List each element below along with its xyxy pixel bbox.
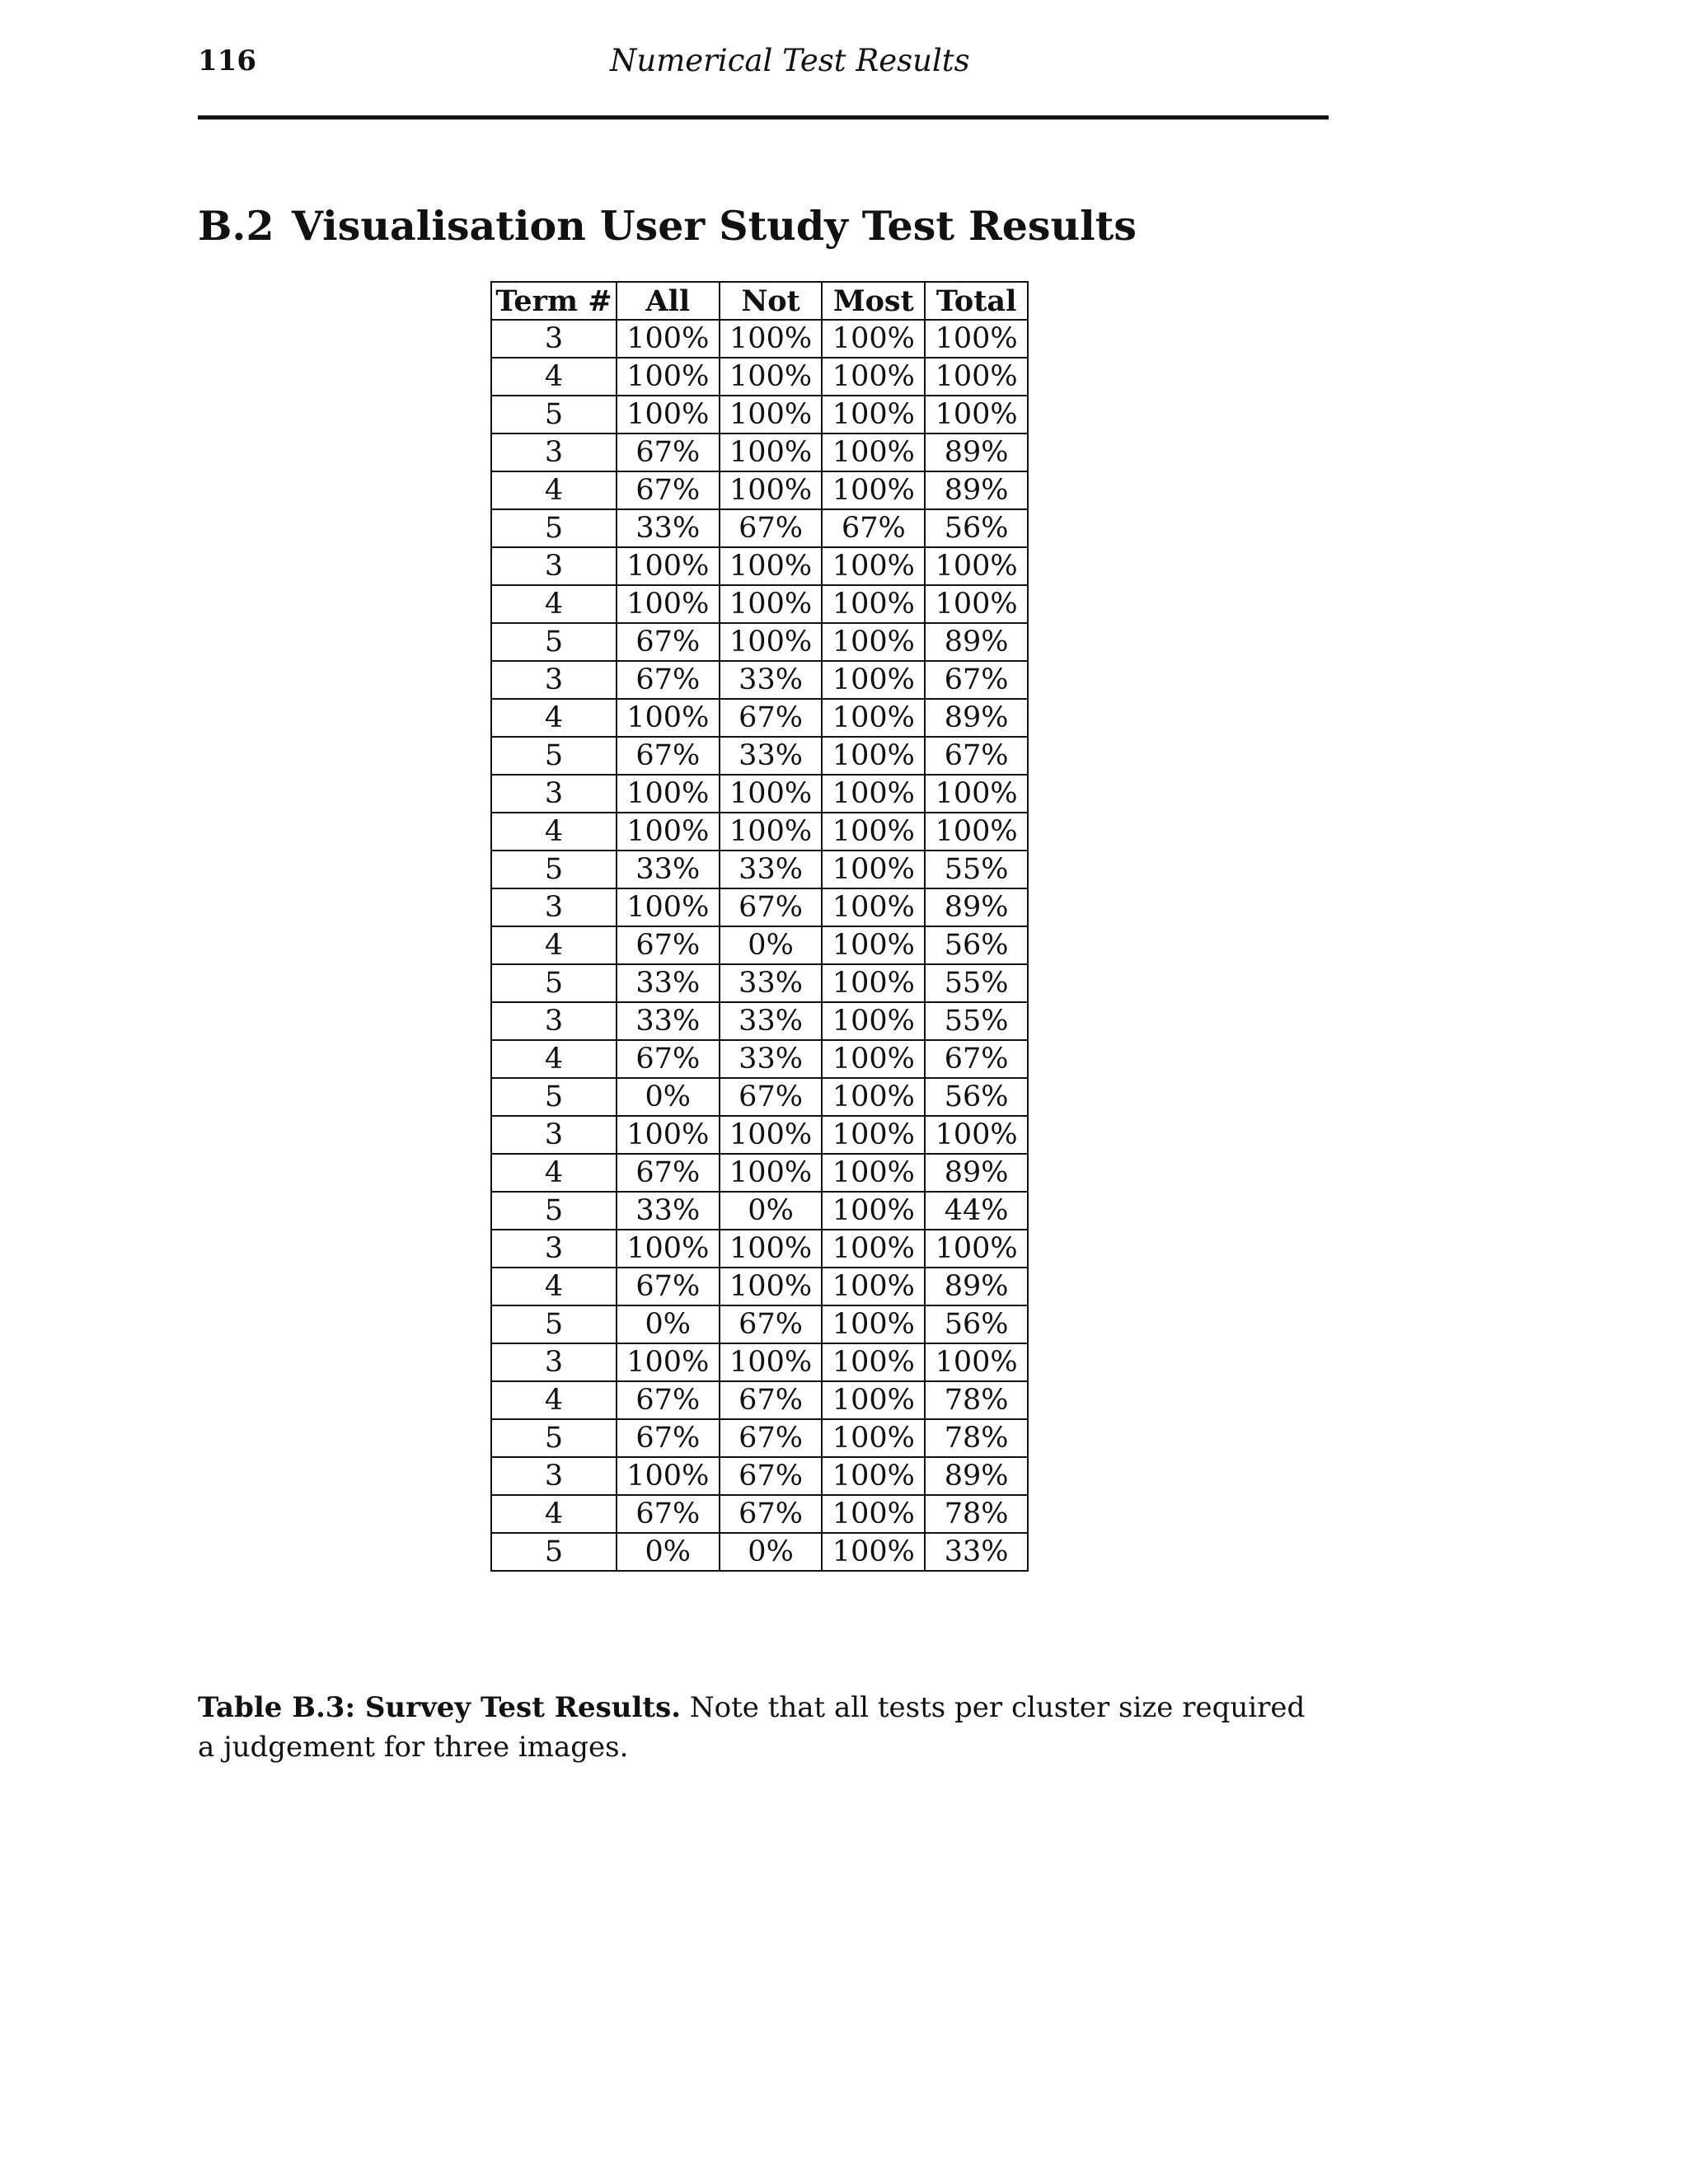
table-cell-not: 100% xyxy=(720,471,823,509)
table-cell-not: 0% xyxy=(720,926,823,964)
table-cell-total: 56% xyxy=(925,509,1028,547)
table-header xyxy=(491,282,1028,320)
table-cell-not: 67% xyxy=(720,509,823,547)
table-cell-most: 100% xyxy=(822,851,925,888)
table-cell-most: 100% xyxy=(822,1116,925,1154)
table-cell-term: 5 xyxy=(491,737,617,775)
table-row xyxy=(491,471,1028,509)
table-cell-term: 3 xyxy=(491,1230,617,1268)
table-cell-all: 100% xyxy=(617,358,720,396)
table-cell-term: 5 xyxy=(491,509,617,547)
table-cell-total: 89% xyxy=(925,1457,1028,1495)
table-cell-total: 100% xyxy=(925,320,1028,358)
table-cell-total: 100% xyxy=(925,813,1028,851)
table-cell-term: 4 xyxy=(491,813,617,851)
table-row xyxy=(491,1002,1028,1040)
table-cell-total: 89% xyxy=(925,888,1028,926)
table-cell-total: 44% xyxy=(925,1192,1028,1230)
table-cell-most: 100% xyxy=(822,1457,925,1495)
table-cell-term: 5 xyxy=(491,1078,617,1116)
table-cell-not: 100% xyxy=(720,396,823,434)
column-header-not: Not xyxy=(720,282,823,320)
table-cell-all: 100% xyxy=(617,547,720,585)
table-cell-all: 67% xyxy=(617,1154,720,1192)
table-row xyxy=(491,1495,1028,1533)
table-cell-most: 100% xyxy=(822,926,925,964)
table-cell-total: 100% xyxy=(925,547,1028,585)
table-cell-term: 5 xyxy=(491,1305,617,1343)
table-cell-not: 33% xyxy=(720,737,823,775)
table-cell-most: 67% xyxy=(822,509,925,547)
table-cell-most: 100% xyxy=(822,358,925,396)
table-cell-total: 67% xyxy=(925,1040,1028,1078)
table-row xyxy=(491,1230,1028,1268)
table-row xyxy=(491,1305,1028,1343)
table-cell-most: 100% xyxy=(822,1002,925,1040)
table-cell-most: 100% xyxy=(822,661,925,699)
table-cell-term: 4 xyxy=(491,471,617,509)
table-cell-most: 100% xyxy=(822,1078,925,1116)
section-number: B.2 xyxy=(198,201,274,250)
table-cell-most: 100% xyxy=(822,1419,925,1457)
table-cell-term: 3 xyxy=(491,1343,617,1381)
table-row xyxy=(491,1457,1028,1495)
table-row xyxy=(491,1381,1028,1419)
table-cell-most: 100% xyxy=(822,1154,925,1192)
table-cell-not: 67% xyxy=(720,888,823,926)
table-cell-most: 100% xyxy=(822,1381,925,1419)
table-cell-not: 67% xyxy=(720,1305,823,1343)
table-cell-not: 67% xyxy=(720,699,823,737)
table-cell-not: 100% xyxy=(720,775,823,813)
table-cell-total: 67% xyxy=(925,737,1028,775)
table-cell-all: 0% xyxy=(617,1305,720,1343)
table-cell-not: 67% xyxy=(720,1381,823,1419)
table-cell-total: 89% xyxy=(925,434,1028,471)
table-cell-not: 100% xyxy=(720,1154,823,1192)
table-cell-term: 4 xyxy=(491,585,617,623)
table-row xyxy=(491,509,1028,547)
table-cell-not: 67% xyxy=(720,1495,823,1533)
table-row xyxy=(491,1268,1028,1305)
table-row xyxy=(491,851,1028,888)
table-cell-all: 100% xyxy=(617,1230,720,1268)
table-cell-most: 100% xyxy=(822,396,925,434)
table-cell-term: 3 xyxy=(491,1457,617,1495)
table-cell-not: 100% xyxy=(720,1116,823,1154)
table-cell-not: 67% xyxy=(720,1457,823,1495)
table-cell-term: 5 xyxy=(491,1192,617,1230)
table-cell-not: 67% xyxy=(720,1419,823,1457)
table-cell-all: 100% xyxy=(617,775,720,813)
table-cell-most: 100% xyxy=(822,1495,925,1533)
table-row xyxy=(491,434,1028,471)
table-row xyxy=(491,623,1028,661)
table-row xyxy=(491,1154,1028,1192)
table-cell-total: 89% xyxy=(925,1268,1028,1305)
table-cell-most: 100% xyxy=(822,547,925,585)
table-cell-most: 100% xyxy=(822,434,925,471)
table-cell-total: 89% xyxy=(925,1154,1028,1192)
table-cell-not: 100% xyxy=(720,547,823,585)
table-cell-not: 100% xyxy=(720,358,823,396)
column-header-most: Most xyxy=(822,282,925,320)
table-cell-most: 100% xyxy=(822,1192,925,1230)
table-row xyxy=(491,1343,1028,1381)
table-body xyxy=(491,320,1028,1571)
table-cell-all: 33% xyxy=(617,964,720,1002)
caption-text: Note that all tests per cluster size required a judgement for three images. xyxy=(198,1691,1306,1764)
table-cell-most: 100% xyxy=(822,964,925,1002)
table-cell-all: 100% xyxy=(617,396,720,434)
table-cell-term: 3 xyxy=(491,775,617,813)
table-cell-all: 67% xyxy=(617,434,720,471)
table-cell-total: 78% xyxy=(925,1419,1028,1457)
table-cell-all: 100% xyxy=(617,320,720,358)
table-cell-all: 67% xyxy=(617,1268,720,1305)
table-cell-all: 67% xyxy=(617,1419,720,1457)
table-cell-term: 5 xyxy=(491,623,617,661)
table-cell-most: 100% xyxy=(822,888,925,926)
table-cell-all: 33% xyxy=(617,851,720,888)
table-row xyxy=(491,396,1028,434)
table-cell-total: 100% xyxy=(925,585,1028,623)
table-cell-most: 100% xyxy=(822,1268,925,1305)
table-cell-most: 100% xyxy=(822,320,925,358)
table-cell-all: 100% xyxy=(617,888,720,926)
table-row xyxy=(491,585,1028,623)
table-cell-term: 3 xyxy=(491,1002,617,1040)
table-cell-term: 4 xyxy=(491,1495,617,1533)
table-cell-total: 89% xyxy=(925,471,1028,509)
table-cell-most: 100% xyxy=(822,737,925,775)
table-cell-all: 100% xyxy=(617,1116,720,1154)
table-row xyxy=(491,661,1028,699)
table-cell-total: 100% xyxy=(925,358,1028,396)
table-row xyxy=(491,964,1028,1002)
table-row xyxy=(491,888,1028,926)
table-cell-all: 67% xyxy=(617,471,720,509)
table-cell-total: 100% xyxy=(925,1343,1028,1381)
table-cell-most: 100% xyxy=(822,1230,925,1268)
table-cell-most: 100% xyxy=(822,1343,925,1381)
table-cell-not: 33% xyxy=(720,1040,823,1078)
table-cell-term: 5 xyxy=(491,1419,617,1457)
table-cell-total: 100% xyxy=(925,775,1028,813)
table-cell-term: 3 xyxy=(491,888,617,926)
table-cell-most: 100% xyxy=(822,1305,925,1343)
table-cell-total: 89% xyxy=(925,699,1028,737)
table-cell-term: 4 xyxy=(491,1154,617,1192)
table-cell-term: 3 xyxy=(491,434,617,471)
table-cell-all: 67% xyxy=(617,1495,720,1533)
table-cell-not: 100% xyxy=(720,1343,823,1381)
table-cell-most: 100% xyxy=(822,1040,925,1078)
table-cell-total: 33% xyxy=(925,1533,1028,1571)
table-row xyxy=(491,1419,1028,1457)
table-row xyxy=(491,547,1028,585)
table-cell-total: 78% xyxy=(925,1495,1028,1533)
table-cell-not: 0% xyxy=(720,1192,823,1230)
table-header-row xyxy=(491,282,1028,320)
section-title: Visualisation User Study Test Results xyxy=(292,201,1137,250)
table-cell-not: 100% xyxy=(720,813,823,851)
column-header-total: Total xyxy=(925,282,1028,320)
table-cell-total: 55% xyxy=(925,851,1028,888)
table-cell-not: 67% xyxy=(720,1078,823,1116)
table-cell-all: 67% xyxy=(617,661,720,699)
table-cell-not: 100% xyxy=(720,623,823,661)
table-cell-all: 67% xyxy=(617,1040,720,1078)
table-cell-most: 100% xyxy=(822,813,925,851)
table-cell-not: 33% xyxy=(720,661,823,699)
table-cell-total: 67% xyxy=(925,661,1028,699)
table-row xyxy=(491,1192,1028,1230)
table-cell-not: 33% xyxy=(720,851,823,888)
page-number: 116 xyxy=(198,45,256,77)
table-cell-total: 89% xyxy=(925,623,1028,661)
table-cell-term: 5 xyxy=(491,964,617,1002)
table-cell-term: 3 xyxy=(491,320,617,358)
table-row xyxy=(491,926,1028,964)
table-cell-all: 67% xyxy=(617,1381,720,1419)
table-row xyxy=(491,358,1028,396)
table-cell-total: 56% xyxy=(925,1078,1028,1116)
table-cell-term: 4 xyxy=(491,358,617,396)
table-cell-all: 67% xyxy=(617,737,720,775)
table-cell-most: 100% xyxy=(822,471,925,509)
table-cell-term: 5 xyxy=(491,851,617,888)
table-caption xyxy=(198,1688,1329,1767)
table-cell-total: 100% xyxy=(925,1230,1028,1268)
table-cell-most: 100% xyxy=(822,699,925,737)
table-row xyxy=(491,320,1028,358)
table-cell-total: 55% xyxy=(925,964,1028,1002)
table-cell-total: 55% xyxy=(925,1002,1028,1040)
table-cell-term: 3 xyxy=(491,547,617,585)
running-title: Numerical Test Results xyxy=(610,43,970,78)
table-cell-not: 100% xyxy=(720,1268,823,1305)
table-row xyxy=(491,1533,1028,1571)
table-cell-all: 67% xyxy=(617,926,720,964)
table-cell-total: 100% xyxy=(925,1116,1028,1154)
table-cell-term: 4 xyxy=(491,1381,617,1419)
table-cell-most: 100% xyxy=(822,775,925,813)
table-cell-all: 100% xyxy=(617,813,720,851)
table-cell-term: 4 xyxy=(491,1268,617,1305)
table-cell-total: 78% xyxy=(925,1381,1028,1419)
caption-label: Table B.3: Survey Test Results. xyxy=(198,1691,682,1724)
table-cell-most: 100% xyxy=(822,585,925,623)
table-cell-total: 56% xyxy=(925,1305,1028,1343)
table-cell-total: 100% xyxy=(925,396,1028,434)
table-row xyxy=(491,1040,1028,1078)
section-heading xyxy=(198,197,1137,255)
table-cell-most: 100% xyxy=(822,623,925,661)
column-header-all: All xyxy=(617,282,720,320)
table-row xyxy=(491,1078,1028,1116)
table-cell-all: 33% xyxy=(617,1002,720,1040)
table-cell-not: 100% xyxy=(720,1230,823,1268)
table-cell-all: 33% xyxy=(617,509,720,547)
table-cell-not: 33% xyxy=(720,1002,823,1040)
table-cell-all: 100% xyxy=(617,585,720,623)
table-cell-not: 100% xyxy=(720,585,823,623)
column-header-term: Term # xyxy=(491,282,617,320)
table-row xyxy=(491,813,1028,851)
table-cell-term: 5 xyxy=(491,1533,617,1571)
table-cell-not: 100% xyxy=(720,434,823,471)
table-row xyxy=(491,775,1028,813)
table-cell-all: 100% xyxy=(617,1457,720,1495)
table-cell-term: 4 xyxy=(491,1040,617,1078)
table-cell-term: 4 xyxy=(491,699,617,737)
header-divider xyxy=(198,115,1329,120)
running-head xyxy=(198,40,1329,82)
table-cell-term: 3 xyxy=(491,661,617,699)
table-cell-all: 0% xyxy=(617,1533,720,1571)
table-row xyxy=(491,737,1028,775)
table-cell-total: 56% xyxy=(925,926,1028,964)
table-cell-all: 33% xyxy=(617,1192,720,1230)
survey-results-table xyxy=(490,281,1029,1572)
table-cell-not: 100% xyxy=(720,320,823,358)
table-row xyxy=(491,699,1028,737)
table-cell-term: 4 xyxy=(491,926,617,964)
table-cell-term: 5 xyxy=(491,396,617,434)
table-cell-term: 3 xyxy=(491,1116,617,1154)
table-cell-not: 0% xyxy=(720,1533,823,1571)
table-cell-all: 100% xyxy=(617,1343,720,1381)
table-row xyxy=(491,1116,1028,1154)
table-cell-all: 0% xyxy=(617,1078,720,1116)
table-cell-all: 67% xyxy=(617,623,720,661)
table-cell-all: 100% xyxy=(617,699,720,737)
table-cell-most: 100% xyxy=(822,1533,925,1571)
table-cell-not: 33% xyxy=(720,964,823,1002)
